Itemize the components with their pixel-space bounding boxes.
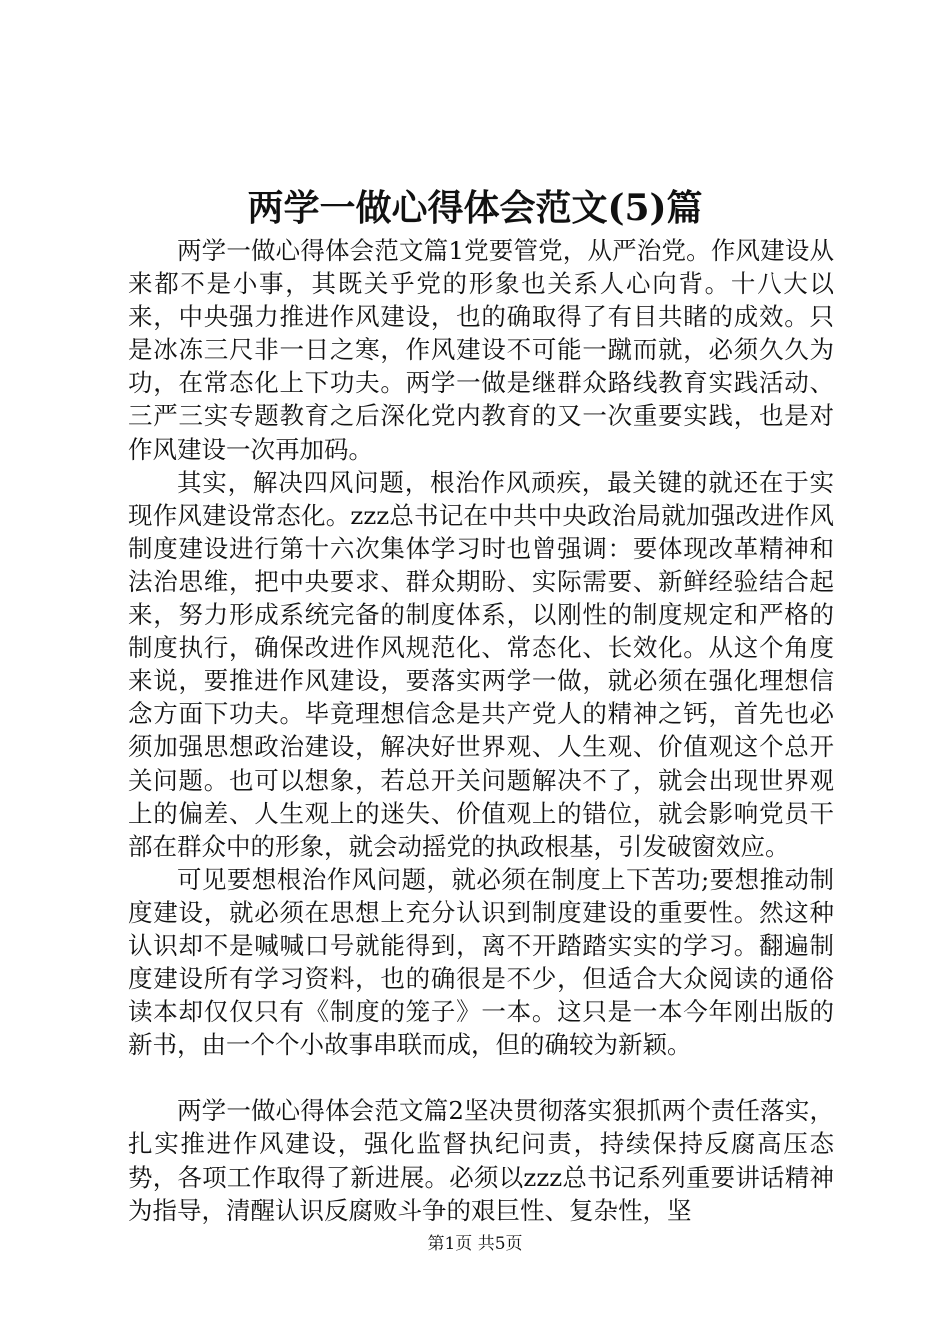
page-title: 两学一做心得体会范文(5)篇 <box>247 187 703 229</box>
page-footer: 第1页 共5页 <box>427 1234 523 1254</box>
paragraph: 两学一做心得体会范文篇2坚决贯彻落实狠抓两个责任落实，扎实推进作风建设，强化监督执纪问责，持续保持反腐高压态势，各项工作取得了新进展。必须以zzz总书记系列重要讲话精神为指导，清醒认识反腐败斗争的艰巨性、复杂性，坚 <box>128 1096 834 1225</box>
paragraph: 两学一做心得体会范文篇1党要管党，从严治党。作风建设从来都不是小事，其既关乎党的形象也关系人心向背。十八大以来，中央强力推进作风建设，也的确取得了有目共睹的成效。只是冰冻三尺非一日之寒，作风建设不可能一蹴而就，必须久久为功，在常态化上下功夫。两学一做是继群众路线教育实践活动、三严三实专题教育之后深化党内教育的又一次重要实践，也是对作风建设一次再加码。 <box>128 236 834 464</box>
paragraph: 可见要想根治作风问题，就必须在制度上下苦功;要想推动制度建设，就必须在思想上充分认识到制度建设的重要性。然这种认识却不是喊喊口号就能得到，离不开踏踏实实的学习。翻遍制度建设所有学习资料，也的确很是不少，但适合大众阅读的通俗读本却仅仅只有《制度的笼子》一本。这只是一本今年刚出版的新书，由一个个小故事串联而成，但的确较为新颖。 <box>128 864 834 1060</box>
paragraph: 其实，解决四风问题，根治作风顽疾，最关键的就还在于实现作风建设常态化。zzz总书记在中共中央政治局就加强改进作风制度建设进行第十六次集体学习时也曾强调：要体现改革精神和法治思维，把中央要求、群众期盼、实际需要、新鲜经验结合起来，努力形成系统完备的制度体系，以刚性的制度规定和严格的制度执行，确保改进作风规范化、常态化、长效化。从这个角度来说，要推进作风建设，要落实两学一做，就必须在强化理想信念方面下功夫。毕竟理想信念是共产党人的精神之钙，首先也必须加强思想政治建设，解决好世界观、人生观、价值观这个总开关问题。也可以想象，若总开关问题解决不了，就会出现世界观上的偏差、人生观上的迷失、价值观上的错位，就会影响党员干部在群众中的形象，就会动摇党的执政根基，引发破窗效应。 <box>128 467 834 861</box>
document-body <box>128 234 834 1227</box>
